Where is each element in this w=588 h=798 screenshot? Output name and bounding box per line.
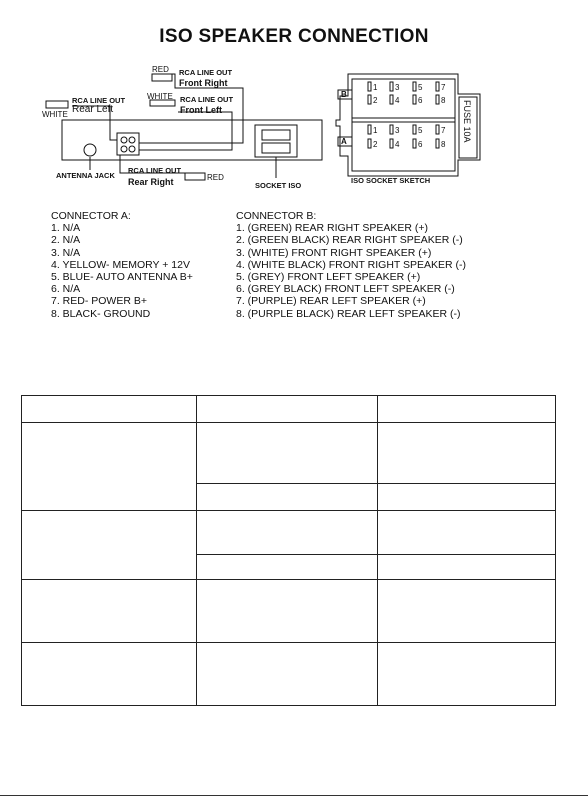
white-label: WHITE: [147, 92, 173, 101]
front-right-label: Front Right: [179, 78, 228, 88]
iso-socket-sketch-label: ISO SOCKET SKETCH: [351, 176, 431, 185]
table-cell: [22, 423, 197, 511]
list-item: 3. (WHITE) FRONT RIGHT SPEAKER (+): [236, 246, 432, 259]
table-cell: [197, 423, 378, 484]
table-cell: [378, 396, 556, 423]
list-item: 7. (PURPLE) REAR LEFT SPEAKER (+): [236, 295, 426, 308]
pin-label: 5: [418, 126, 423, 135]
table-cell: [22, 580, 197, 643]
list-item: 4. YELLOW- MEMORY + 12V: [51, 258, 190, 271]
list-item: 8. (PURPLE BLACK) REAR LEFT SPEAKER (-): [236, 307, 461, 320]
list-item: 2. N/A: [51, 234, 81, 247]
socket-b-label: B: [341, 90, 347, 99]
table-row: [22, 396, 556, 423]
rca-line-out-label: RCA LINE OUT: [179, 68, 233, 77]
pin-label: 2: [373, 96, 378, 105]
socket-iso-label: SOCKET ISO: [255, 181, 302, 190]
table-cell: [197, 555, 378, 580]
pin-label: 7: [441, 83, 446, 92]
rca-line-out-label: RCA LINE OUT: [128, 166, 182, 175]
pin-label: 4: [395, 140, 400, 149]
pin-label: 8: [441, 96, 446, 105]
list-item: 3. N/A: [51, 246, 81, 259]
pin-label: 1: [373, 126, 378, 135]
table-cell: [197, 511, 378, 555]
list-item: 5. BLUE- AUTO ANTENNA B+: [51, 271, 193, 284]
table-cell: [22, 643, 197, 706]
antenna-jack-label: ANTENNA JACK: [56, 171, 115, 180]
empty-table: [21, 395, 556, 706]
socket-a-label: A: [341, 137, 347, 146]
rca-jack-block: [117, 133, 139, 155]
iso-socket-sketch: [336, 74, 480, 176]
table-cell: [378, 423, 556, 484]
list-item: 6. N/A: [51, 283, 81, 296]
table-cell: [378, 580, 556, 643]
page-bottom-rule: [0, 795, 588, 796]
list-item: 4. (WHITE BLACK) FRONT RIGHT SPEAKER (-): [236, 258, 467, 271]
pin-label: 7: [441, 126, 446, 135]
table-cell: [197, 396, 378, 423]
table-cell: [378, 511, 556, 555]
table-cell: [378, 555, 556, 580]
table-cell: [22, 511, 197, 580]
pin-label: 6: [418, 96, 423, 105]
connector-a-list: [51, 210, 193, 320]
connector-b-list: [236, 210, 466, 320]
antenna-jack-circle: [84, 144, 96, 156]
pin-label: 4: [395, 96, 400, 105]
pin-label: 6: [418, 140, 423, 149]
connector-a-heading: CONNECTOR A:: [51, 210, 131, 222]
pin-label: 2: [373, 140, 378, 149]
table-cell: [378, 484, 556, 511]
fuse-label: FUSE 10A: [462, 100, 472, 143]
pin-label: 3: [395, 126, 400, 135]
table-row: [22, 511, 556, 555]
rear-right-label: Rear Right: [128, 177, 174, 187]
list-item: 8. BLACK- GROUND: [51, 307, 151, 320]
list-item: 5. (GREY) FRONT LEFT SPEAKER (+): [236, 271, 421, 284]
red-label: RED: [152, 65, 169, 74]
rca-line-out-label: RCA LINE OUT: [72, 96, 126, 105]
white-label: WHITE: [42, 110, 68, 119]
list-item: 7. RED- POWER B+: [51, 295, 147, 308]
connector-b-heading: CONNECTOR B:: [236, 210, 317, 222]
pin-label: 5: [418, 83, 423, 92]
table-cell: [22, 396, 197, 423]
table-cell: [378, 643, 556, 706]
rear-left-label: Rear Left: [72, 104, 114, 115]
table-row: [22, 423, 556, 484]
pin-label: 8: [441, 140, 446, 149]
table-row: [22, 580, 556, 643]
list-item: 1. (GREEN) REAR RIGHT SPEAKER (+): [236, 222, 429, 235]
pin-label: 1: [373, 83, 378, 92]
list-item: 1. N/A: [51, 222, 81, 235]
red-tag-front-right: [152, 74, 172, 81]
table-cell: [197, 643, 378, 706]
white-tag-rear-left: [46, 101, 68, 108]
red-tag-rear-right: [185, 173, 205, 180]
list-item: 6. (GREY BLACK) FRONT LEFT SPEAKER (-): [236, 283, 455, 296]
page-title: ISO SPEAKER CONNECTION: [159, 26, 429, 47]
list-item: 2. (GREEN BLACK) REAR RIGHT SPEAKER (-): [236, 234, 463, 247]
front-left-label: Front Left: [180, 105, 222, 115]
rca-line-out-label: RCA LINE OUT: [180, 95, 234, 104]
table-cell: [197, 580, 378, 643]
pin-label: 3: [395, 83, 400, 92]
table-cell: [197, 484, 378, 511]
red-label: RED: [207, 173, 224, 182]
table-row: [22, 643, 556, 706]
